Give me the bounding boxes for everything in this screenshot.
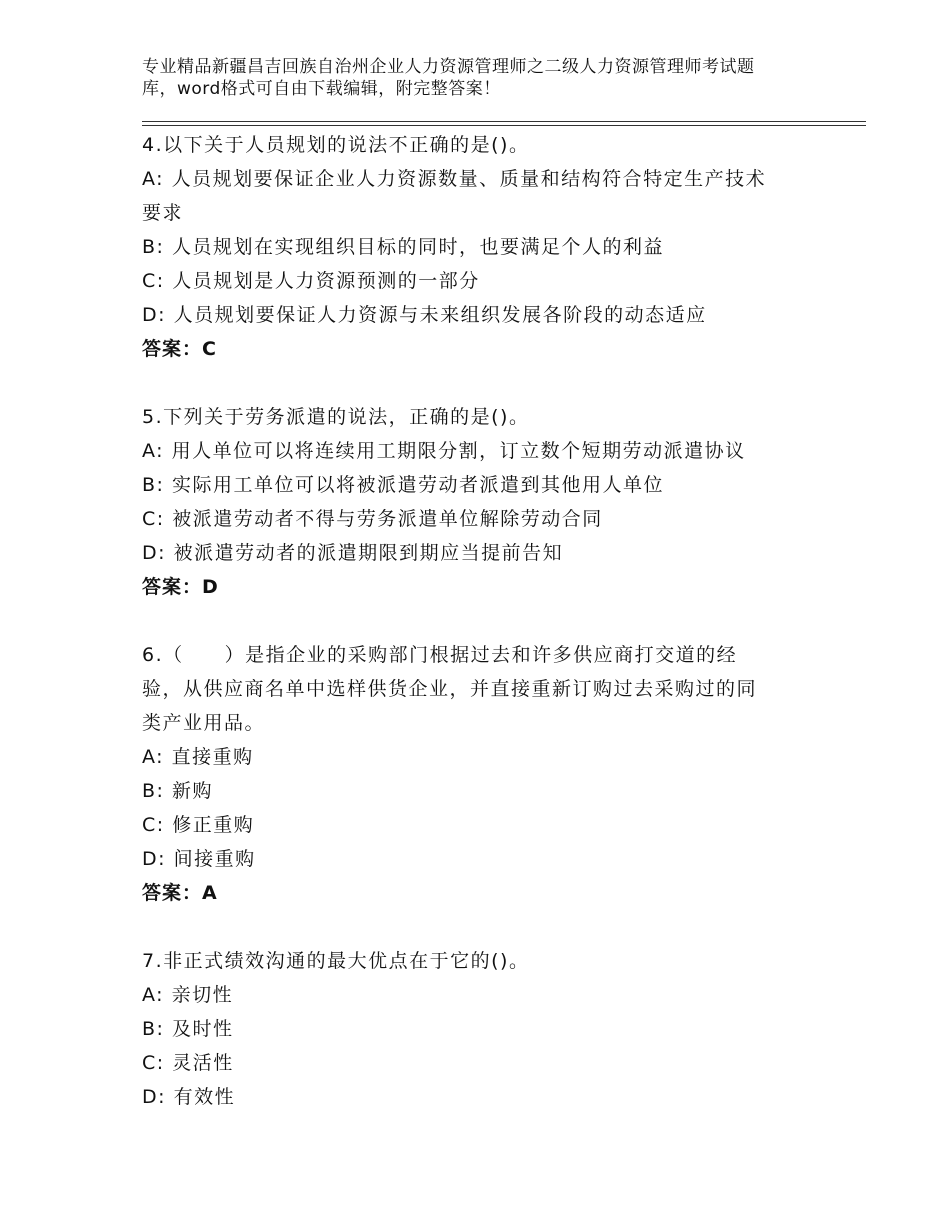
question-stem-line-1: 6.（ ）是指企业的采购部门根据过去和许多供应商打交道的经 (142, 644, 738, 666)
question-7 (142, 944, 832, 1114)
answer: 答案：D (142, 576, 219, 598)
question-stem-line-2: 验，从供应商名单中选样供货企业，并直接重新订购过去采购过的同 (142, 678, 758, 700)
option-b: B: 人员规划在实现组织目标的同时，也要满足个人的利益 (142, 236, 664, 258)
option-b: B: 及时性 (142, 1018, 234, 1040)
question-stem: 7.非正式绩效沟通的最大优点在于它的()。 (142, 950, 530, 972)
question-5 (142, 400, 832, 604)
option-c: C: 被派遣劳动者不得与劳务派遣单位解除劳动合同 (142, 508, 603, 530)
option-c: C: 灵活性 (142, 1052, 234, 1074)
option-a-continued: 要求 (142, 202, 184, 224)
option-b: B: 实际用工单位可以将被派遣劳动者派遣到其他用人单位 (142, 474, 664, 496)
option-a: A: 亲切性 (142, 984, 234, 1006)
option-a: A: 人员规划要保证企业人力资源数量、质量和结构符合特定生产技术 (142, 168, 767, 190)
header-divider-top (142, 121, 866, 122)
option-d: D: 被派遣劳动者的派遣期限到期应当提前告知 (142, 542, 564, 564)
option-d: D: 人员规划要保证人力资源与未来组织发展各阶段的动态适应 (142, 304, 707, 326)
option-a: A: 用人单位可以将连续用工期限分割，订立数个短期劳动派遣协议 (142, 440, 746, 462)
answer: 答案：A (142, 882, 218, 904)
question-4 (142, 128, 832, 366)
question-stem: 5.下列关于劳务派遣的说法，正确的是()。 (142, 406, 530, 428)
header-line-2: 库，word格式可自由下载编辑，附完整答案！ (142, 79, 501, 99)
document-header (142, 56, 822, 100)
answer: 答案：C (142, 338, 217, 360)
header-divider-bottom (142, 125, 866, 126)
question-list (142, 128, 832, 1148)
option-b: B: 新购 (142, 780, 213, 802)
question-6 (142, 638, 832, 910)
option-d: D: 间接重购 (142, 848, 256, 870)
header-line-1: 专业精品新疆昌吉回族自治州企业人力资源管理师之二级人力资源管理师考试题 (142, 57, 755, 77)
option-a: A: 直接重购 (142, 746, 254, 768)
question-stem: 4.以下关于人员规划的说法不正确的是()。 (142, 134, 530, 156)
question-stem-line-3: 类产业用品。 (142, 712, 266, 734)
option-c: C: 修正重购 (142, 814, 255, 836)
option-c: C: 人员规划是人力资源预测的一部分 (142, 270, 480, 292)
option-d: D: 有效性 (142, 1086, 236, 1108)
